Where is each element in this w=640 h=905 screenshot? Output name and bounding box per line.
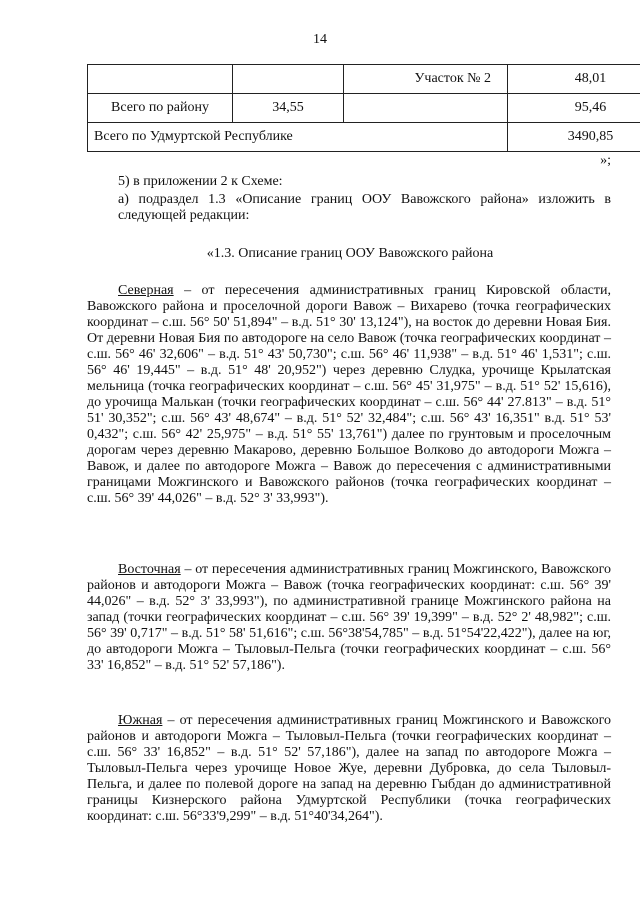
east-boundary-paragraph <box>87 562 611 674</box>
item-a-text: а) подраздел 1.3 «Описание границ ООУ Вавожского района» изложить в следующей редакции: <box>118 192 611 223</box>
table-cell <box>88 65 233 94</box>
table-row <box>88 94 640 123</box>
area-summary-table <box>87 64 640 152</box>
item-a <box>118 192 611 224</box>
south-text: – от пересечения административных границ Можгинского и Вавожского районов и автодороги Можга – Тыловыл-Пельга (точки географических координат – с.ш. 56° 33' 16,852" – в.д. 51° 52' 57,186"), далее на запад по автодороге Можга – Тыловыл-Пельга через урочище Новое Жуе, деревни Дубровка, до села Тыловыл-Пельга, и далее по полевой дороге на запад на деревню Гыбдан до административной границы Кизнерского района Удмуртской Республики (точка географических координат: с.ш. 56°33'9,299" – в.д. 51°40'34,264"). <box>87 713 611 824</box>
table-cell <box>233 65 344 94</box>
table-cell: 95,46 <box>508 94 640 123</box>
north-label: Северная <box>118 283 174 298</box>
east-label: Восточная <box>118 562 181 577</box>
north-text: – от пересечения административных границ Кировской области, Вавожского района и проселочной дороги Вавож – Вихарево (точка географических координат – с.ш. 56° 50' 51,894" – в.д. 51° 30' 13,124"), на восток до деревни Новая Бия. От деревни Новая Бия по автодороге на село Вавож (точка географических координат – с.ш. 56° 46' 32,606" – в.д. 51° 43' 50,730"; с.ш. 56° 46' 11,938" – в.д. 51° 46' 1,531"; с.ш. 56° 46' 19,445" – в.д. 51° 48' 20,952") через деревню Слудка, урочище Крылатская мельница (точка географических координат – с.ш. 56° 45' 31,975" – в.д. 51° 52' 15,616), до урочища Малькан (точки географических координат – с.ш. 56° 44' 27.813" – в.д. 51° 51' 30,352"; с.ш. 56° 43' 48,674" – в.д. 51° 52' 32,484"; с.ш. 56° 43' 16,351" в.д. 51° 53' 0,432"; с.ш. 56° 42' 25,975" – в.д. 51° 55' 13,761") далее по грунтовым и проселочным дорогам через деревню Макарово, деревню Большое Волково до автодороги Можга – Вавож, и далее по автодороге Можга – Вавож до пересечения с административными границами Можгинского и Вавожского районов (точка географических координат – с.ш. 56° 39' 44,026" – в.д. 52° 3' 33,993"). <box>87 283 611 506</box>
table-row <box>88 123 640 152</box>
page-number: 14 <box>313 32 327 47</box>
north-boundary-paragraph <box>87 283 611 507</box>
section-heading: «1.3. Описание границ ООУ Вавожского района <box>206 246 494 261</box>
table-cell: 34,55 <box>233 94 344 123</box>
south-boundary-paragraph <box>87 713 611 825</box>
table-row <box>88 65 640 94</box>
table-cell: 48,01 <box>508 65 640 94</box>
table-cell: Всего по району <box>88 94 233 123</box>
item-5: 5) в приложении 2 к Схеме: <box>118 174 283 189</box>
south-label: Южная <box>118 713 163 728</box>
table-cell: 3490,85 <box>508 123 640 152</box>
closing-quote: »; <box>600 153 611 168</box>
east-text: – от пересечения административных границ Можгинского, Вавожского районов и автодороги Можга – Вавож (точка географических координат: с.ш. 56° 39' 44,026" – в.д. 52° 3' 33,993"), по административной границе Можгинского района на запад (точки географических координат – с.ш. 56° 39' 19,399" – в.д. 52° 2' 48,982"; с.ш. 56° 39' 0,717" – в.д. 51° 58' 51,616"; с.ш. 56°38'54,785" – в.д. 51°54'22,422"), далее на юг, до автодороги Можга – Тыловыл-Пельга (точки географических координат – с.ш. 56° 33' 16,852" – в.д. 51° 52' 57,186"). <box>87 562 611 673</box>
table-cell <box>344 94 508 123</box>
table-cell: Всего по Удмуртской Республике <box>88 123 508 152</box>
table-cell: Участок № 2 <box>344 65 508 94</box>
